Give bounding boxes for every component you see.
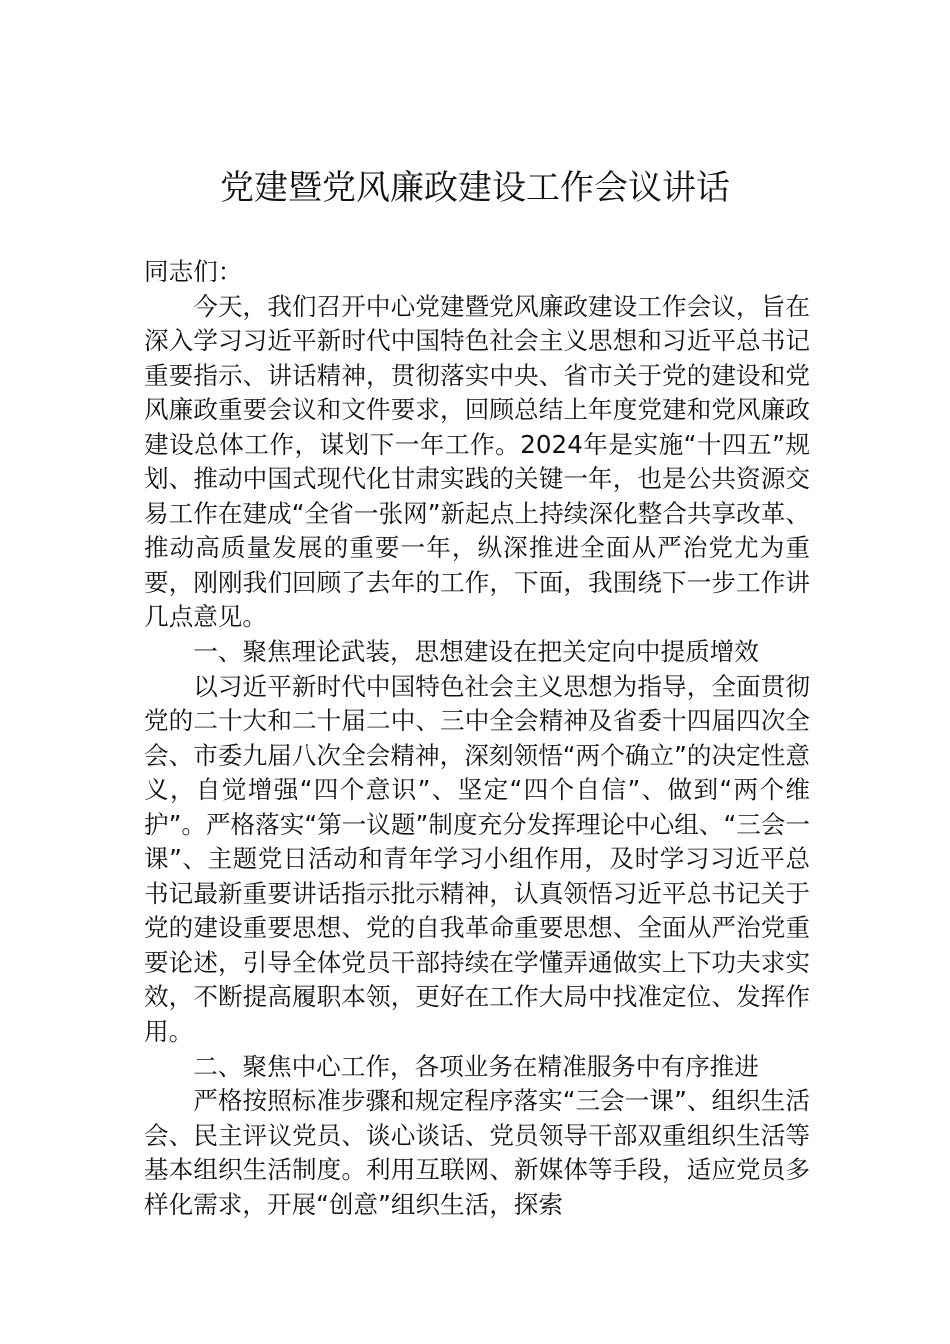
paragraph-intro: 今天，我们召开中心党建暨党风廉政建设工作会议，旨在深入学习习近平新时代中国特色社会主义思想和习近平总书记重要指示、讲话精神，贯彻落实中央、省市关于党的建设和党风廉政重要会议和文件要求，回顾总结上年度党建和党风廉政建设总体工作，谋划下一年工作。2024年是实施“十四五”规划、推动中国式现代化甘肃实践的关键一年，也是公共资源交易工作在建成“全省一张网”新起点上持续深化整合共享改革、推动高质量发展的重要一年，纵深推进全面从严治党尤为重要，刚刚我们回顾了去年的工作，下面，我围绕下一步工作讲几点意见。 — [144, 291, 810, 632]
section-heading-2: 二、聚焦中心工作，各项业务在精准服务中有序推进 — [193, 1051, 759, 1081]
document-body — [144, 255, 810, 1222]
paragraph-section-2: 严格按照标准步骤和规定程序落实“三会一课”、组织生活会、民主评议党员、谈心谈话、党员领导干部双重组织生活等基本组织生活制度。利用互联网、新媒体等手段，适应党员多样化需求，开展“创意”组织生活，探索 — [144, 1086, 810, 1219]
salutation: 同志们： — [144, 257, 243, 286]
paragraph-section-1: 以习近平新时代中国特色社会主义思想为指导，全面贯彻党的二十大和二十届二中、三中全会精神及省委十四届四次全会、市委九届八次全会精神，深刻领悟“两个确立”的决定性意义，自觉增强“四个意识”、坚定“四个自信”、做到“两个维护”。严格落实“第一议题”制度充分发挥理论中心组、“三会一课”、主题党日活动和青年学习小组作用，及时学习习近平总书记最新重要讲话指示批示精神，认真领悟习近平总书记关于党的建设重要思想、党的自我革命重要思想、全面从严治党重要论述，引导全体党员干部持续在学懂弄通做实上下功夫求实效，不断提高履职本领，更好在工作大局中找准定位、发挥作用。 — [144, 671, 810, 1047]
document-title: 党建暨党风廉政建设工作会议讲话 — [220, 168, 730, 208]
section-heading-1: 一、聚焦理论武装，思想建设在把关定向中提质增效 — [193, 637, 759, 667]
